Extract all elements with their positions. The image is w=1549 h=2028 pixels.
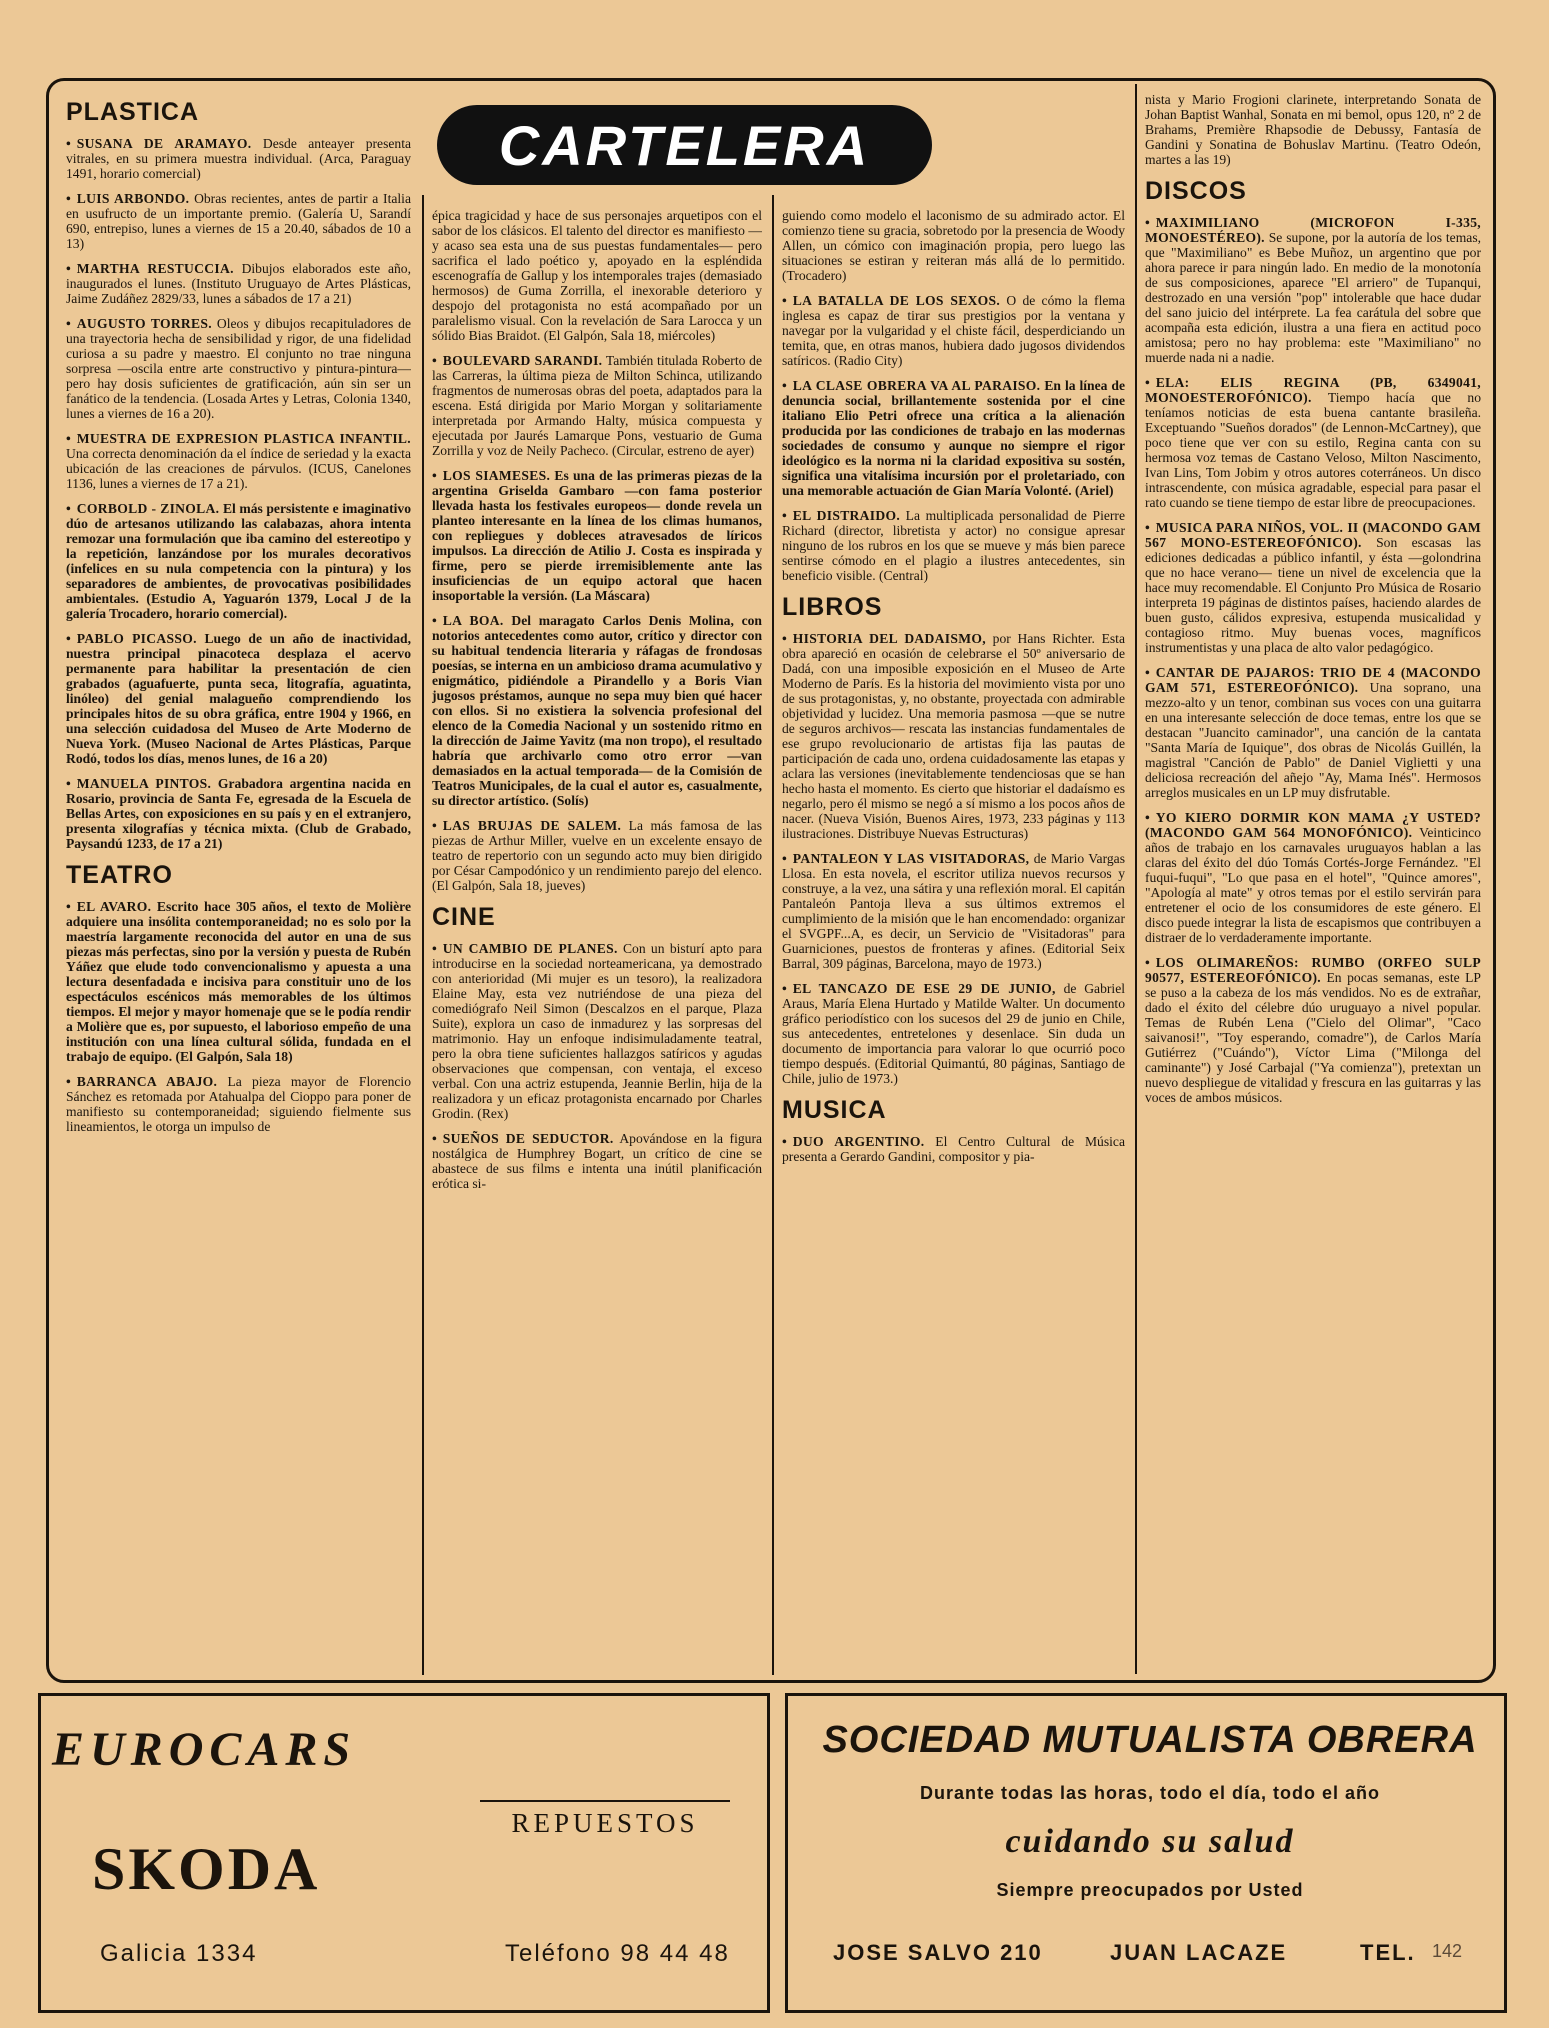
bullet-icon: • bbox=[66, 431, 71, 446]
entry-heading: AUGUSTO TORRES. bbox=[76, 316, 212, 331]
entry-text: Se supone, por la autoría de los temas, que "Maximiliano" es Bebe Muñoz, un argentino que por ahora parece ir para ningún lado. En medio de la monotonía de sus composiciones, aparece "El arriero" de Tupanqui, destrozado en una versión "pop" intolerable que hace dudar del sano juicio del intérprete. La fea carátula del sobre que acompaña esta edición, ilustra a una fiera en actitud poco amistosa; pero no hay problema: este "Maximiliano" no muerde nada ni a nadie. bbox=[1145, 230, 1481, 365]
entry-heading: ELA: ELIS REGINA (PB, 6349041, MONOESTEROFÓNICO). bbox=[1145, 375, 1481, 405]
entry-text: En pocas semanas, este LP se puso a la cabeza de los más vendidos. No es de extrañar, dado el éxito del célebre dúo uruguayo a nivel popular. Temas de Rubén Lena ("Cielo del Olimar", "Caco saivanosi!", "Toy esperando, comadre"), de Carlos María Gutiérrez ("Cuándo"), Víctor Lima ("Milonga del caminante") y José Carbajal ("Ya comienza"), pretextan un nuevo despliegue de vitalidad y frescura en las guitarras y las voces de ambos músicos. bbox=[1145, 970, 1481, 1105]
entry-heading: YO KIERO DORMIR KON MAMA ¿Y USTED? (MACONDO GAM 564 MONOFÓNICO). bbox=[1145, 810, 1481, 840]
bullet-icon: • bbox=[432, 353, 437, 368]
entry-heading: MUESTRA DE EXPRESION PLASTICA INFANTIL. bbox=[76, 431, 411, 446]
entry-heading: LOS OLIMAREÑOS: RUMBO (ORFEO SULP 90577, ESTEREOFÓNICO). bbox=[1145, 955, 1481, 985]
listing-entry bbox=[782, 378, 1125, 498]
bullet-icon: • bbox=[1145, 215, 1150, 230]
listing-entry bbox=[782, 851, 1125, 971]
entry-text: por Hans Richter. Esta obra apareció en ocasión de celebrarse el 50º aniversario de Dadá, con una imposible exposición en el Museo de Arte Moderno de París. Es la historia del movimiento vista por uno de sus protagonistas, y, no obstante, proyectada con admirable objetividad y lucidez. Una memoria pasmosa —que se nutre de seguros archivos— rescata las instancias fundamentales de ese grupo revolucionario de artistas fija las pautas de participación de cada uno, ordena cuidadosamente las etapas y aclara las versiones (inevitablemente tendenciosas que se han hecho hasta el momento. Es cierto que historiar el dadaísmo es negarlo, pero él mismo se negó a sí mismo a los pocos años de nacer. (Nueva Visión, Buenos Aires, 1973, 233 páginas y 113 ilustraciones. Distribuye Nuevas Estructuras) bbox=[782, 631, 1125, 841]
mutualista-address: JOSE SALVO 210 bbox=[833, 1940, 1043, 1965]
entry-text: Del maragato Carlos Denis Molina, con notorios antecedentes como autor, crítico y director con su habitual tendencia literaria y ráfagas de frondosas poesías, se interna en un ambicioso drama acumulativo y enigmático, pidiéndole a Pirandello y a Boris Vian jugosos préstamos, aunque no sepa muy bien qué hacer con ellos. Si no existiera la solvencia profesional del elenco de la Comedia Nacional y un sostenido ritmo en la dirección de Jaime Yavitz (ma non tropo), el resultado habría que archivarlo como otro error —van demasiados en la actual temporada— de la Comisión de Teatros Municipales, de la cual el autor es, casualmente, su director artístico. (Solís) bbox=[432, 613, 762, 808]
bullet-icon: • bbox=[432, 818, 437, 833]
listing-entry bbox=[782, 631, 1125, 841]
listing-entry bbox=[782, 1134, 1125, 1164]
bullet-icon: • bbox=[782, 378, 787, 393]
entry-text: Grabadora argentina nacida en Rosario, provincia de Santa Fe, egresada de la Escuela de Bellas Artes, con exposiciones en su país y en el extranjero, presenta xilografías y técnica mixta. (Club de Grabado, Paysandú 1233, de 17 a 21) bbox=[66, 776, 411, 851]
listing-entry bbox=[782, 508, 1125, 583]
mutualista-hours: Durante todas las horas, todo el día, todo el año bbox=[919, 1783, 1381, 1803]
entry-heading: BOULEVARD SARANDI. bbox=[442, 353, 603, 368]
entry-heading: MARTHA RESTUCCIA. bbox=[76, 261, 234, 276]
entry-text: La pieza mayor de Florencio Sánchez es retomada por Atahualpa del Cioppo para poner de manifiesto su contemporaneidad; siguiendo fielmente sus lineamientos, le otorga un impulso de bbox=[66, 1074, 411, 1134]
entry-text: También titulada Roberto de las Carreras, la última pieza de Milton Schinca, utilizando fragmentos de numerosas obras del poeta, adaptados para la escena. Está dirigida por Mario Morgan y solitariamente interpretada por Armando Halty, música compuesta y ejecutada por Jaurés Lamarque Pons, vestuario de Guma Zorrilla y voz de Neily Pacheco. (Circular, estreno de ayer) bbox=[432, 353, 762, 458]
continued-text: guiendo como modelo el laconismo de su admirado actor. El comienzo tiene su gracia, sobretodo por la presencia de Woody Allen, un cómico con imaginación propia, pero luego las situaciones se estiran y reiteran más allá de lo permitido. (Trocadero) bbox=[782, 208, 1125, 283]
bullet-icon: • bbox=[432, 1131, 437, 1146]
bullet-icon: • bbox=[66, 631, 71, 646]
entry-heading: PANTALEON Y LAS VISITADORAS, bbox=[792, 851, 1030, 866]
entry-text: El más persistente e imaginativo dúo de artesanos utilizando las calabazas, ahora intenta remozar una formulación que iba camino del estereotipo y la repetición, lanzándose por los murales decorativos (infelices en su nula competencia con la pintura) y los separadores de ambientes, de provocativas posibilidades ambientales. (Estudio A, Yaguarón 1379, Local J de la galería Trocadero, horario comercial). bbox=[66, 501, 411, 621]
bullet-icon: • bbox=[432, 613, 437, 628]
bullet-icon: • bbox=[782, 851, 787, 866]
entry-text: Una correcta denominación da el índice de seriedad y la exacta ubicación de las creaciones de párvulos. (ICUS, Canelones 1136, lunes a viernes de 17 a 21). bbox=[66, 446, 411, 491]
mutualista-tagline: Siempre preocupados por Usted bbox=[996, 1880, 1304, 1900]
listing-entry bbox=[66, 776, 411, 851]
listing-entry bbox=[1145, 955, 1481, 1105]
bullet-icon: • bbox=[66, 776, 71, 791]
mutualista-place: JUAN LACAZE bbox=[1110, 1940, 1288, 1965]
entry-heading: MAXIMILIANO (MICROFON I-335, MONOESTÉREO). bbox=[1145, 215, 1481, 245]
entry-heading: HISTORIA DEL DADAISMO, bbox=[792, 631, 986, 646]
bullet-icon: • bbox=[782, 631, 787, 646]
bullet-icon: • bbox=[782, 508, 787, 523]
continued-text: nista y Mario Frogioni clarinete, interpretando Sonata de Johan Baptist Wanhal, Sonata en mi bemol, opus 120, nº 2 de Brahams, Première Rhapsodie de Debussy, Fantasía de Gandini y Sonatina de Bohuslav Martinu. (Teatro Odeón, martes a las 19) bbox=[1145, 92, 1481, 167]
libros-list bbox=[782, 631, 1125, 1086]
listing-entry bbox=[66, 631, 411, 766]
mutualista-slogan: cuidando su salud bbox=[1005, 1823, 1295, 1860]
listing-entry bbox=[66, 261, 411, 306]
listing-entry bbox=[432, 613, 762, 808]
column-divider bbox=[1135, 84, 1137, 1674]
entry-text: En la línea de denuncia social, brillantemente sostenida por el cine italiano Elio Petri ofrece una crítica a la alienación producida por las condiciones de trabajo en las modernas sociedades de consumo y aunque no siempre el rigor ideológico es la norma ni la claridad expositiva su sostén, significa una vitalísima incursión por el proletariado, con una memorable actuación de Gian María Volonté. (Ariel) bbox=[782, 378, 1125, 498]
entry-text: Obras recientes, antes de partir a Italia en usufructo de un importante premio. (Galería U, Sarandí 690, entrepiso, lunes a viernes de 15 a 20.40, sábados de 10 a 13) bbox=[66, 191, 411, 251]
bullet-icon: • bbox=[66, 191, 71, 206]
column-musica-discos bbox=[1145, 92, 1481, 1677]
entry-text: La multiplicada personalidad de Pierre Richard (director, libretista y actor) no consigue apresar ninguno de los rubros en los que se mueve y más bien parece sentirse cómodo en el plagio a ilustres antecedentes, sin beneficio visible. (Central) bbox=[782, 508, 1125, 583]
section-title-teatro: TEATRO bbox=[66, 861, 173, 889]
listing-entry bbox=[432, 353, 762, 458]
listing-entry bbox=[1145, 665, 1481, 800]
eurocars-brand: EUROCARS bbox=[52, 1723, 357, 1776]
banner-title: CARTELERA bbox=[498, 113, 871, 177]
cine-list-continued bbox=[782, 293, 1125, 583]
skoda-brand: SKODA bbox=[92, 1836, 321, 1902]
entry-heading: PABLO PICASSO. bbox=[76, 631, 197, 646]
entry-text: Una soprano, una mezzo-alto y un tenor, combinan sus voces con una guitarra en una interesante selección de doce temas, entre los que se destacan "Juancito caminador", una canción de la cantata "Santa María de Iquique", dos obras de Nicolás Guillén, la magistral "Canción de Pablo" de Daniel Viglietti y una deliciosa recreación del añejo "Ay, Mama Inés". Hermosos arreglos musicales en un LP muy disfrutable. bbox=[1145, 680, 1481, 800]
bullet-icon: • bbox=[782, 1134, 787, 1149]
entry-text: Con un bisturí apto para introducirse en la sociedad norteamericana, ya demostrado con anterioridad (Mi mujer es un tesoro), la realizadora Elaine May, esta vez nutriéndose de una pieza del comediógrafo Neil Simon (Descalzos en el parque, Plaza Suite), explora un caso de inmadurez y las sorpresas del matrimonio. Hay un enfoque indisimuladamente teatral, pero la obra tiene suficientes hallazgos satíricos y agudas observaciones que compensan, con ventaja, el exceso verbal. Con una actriz estupenda, Jeannie Berlin, hija de la realizadora y un eficaz protagonista encarnado por Charles Grodin. (Rex) bbox=[432, 941, 762, 1121]
listing-entry bbox=[66, 191, 411, 251]
entry-text: O de cómo la flema inglesa es capaz de tirar sus prestigios por la ventana y navegar por la vulgaridad y el chiste fácil, desperdiciando un temita, que, en otras manos, hubiera dado jugosos dividendos satíricos. (Radio City) bbox=[782, 293, 1125, 368]
bullet-icon: • bbox=[66, 501, 71, 516]
entry-text: Oleos y dibujos recapituladores de una trayectoria hecha de sensibilidad y rigor, de una fidelidad curiosa a su padre y maestro. El conjunto no trae ninguna sorpresa —oscila entre arte constructivo y pintura-pintura— pero hay dosis suficientes de gratificación, aún sin ser un fanático de la tendencia. (Losada Artes y Letras, Colonia 1340, lunes a viernes de 16 a 20). bbox=[66, 316, 411, 421]
eurocars-address: Galicia 1334 bbox=[100, 1940, 258, 1967]
bullet-icon: • bbox=[66, 316, 71, 331]
listing-entry bbox=[432, 1131, 762, 1191]
listing-entry bbox=[66, 1074, 411, 1134]
bullet-icon: • bbox=[66, 899, 71, 914]
bullet-icon: • bbox=[1145, 520, 1150, 535]
section-title-cine: CINE bbox=[432, 903, 496, 931]
column-cine-libros-musica bbox=[782, 208, 1125, 1676]
bullet-icon: • bbox=[66, 136, 71, 151]
entry-heading: SUSANA DE ARAMAYO. bbox=[76, 136, 252, 151]
teatro-list bbox=[66, 899, 411, 1134]
discos-list bbox=[1145, 215, 1481, 1105]
bullet-icon: • bbox=[782, 293, 787, 308]
repuestos-label: REPUESTOS bbox=[480, 1800, 730, 1839]
bullet-icon: • bbox=[1145, 665, 1150, 680]
bullet-icon: • bbox=[782, 981, 787, 996]
page-number: 142 bbox=[1432, 1941, 1463, 1961]
column-teatro-cine bbox=[432, 208, 762, 1676]
entry-heading: CORBOLD - ZINOLA. bbox=[76, 501, 220, 516]
listing-entry bbox=[66, 431, 411, 491]
entry-heading: EL AVARO. bbox=[76, 899, 152, 914]
bullet-icon: • bbox=[432, 941, 437, 956]
listing-entry bbox=[1145, 215, 1481, 365]
listing-entry bbox=[1145, 520, 1481, 655]
listing-entry bbox=[66, 501, 411, 621]
entry-text: Veinticinco años de trabajo en los carnavales uruguayos hablan a las claras del éxito del dúo Tomás Cortés-Jorge Fernández. "El fuqui-fuqui", "Lo que pasa en el hotel", "Quince amores", "Apología al mate" y otros temas por el estilo servirán para entretener el ocio de los consumidores de este género. El disco puede integrar la lista de escapismos que contribuyen a distraer de lo verdaderamente importante. bbox=[1145, 825, 1481, 945]
listing-entry bbox=[782, 981, 1125, 1086]
mutualista-title: SOCIEDAD MUTUALISTA OBRERA bbox=[822, 1719, 1478, 1761]
cine-list bbox=[432, 941, 762, 1191]
plastica-list bbox=[66, 136, 411, 851]
listing-entry bbox=[1145, 375, 1481, 510]
entry-text: Escrito hace 305 años, el texto de Molière adquiere una insólita contemporaneidad; no es solo por la maestría largamente reconocida del autor en una de sus piezas más perfectas, sino por la versión y puesta de Rubén Yáñez que elude todo convencionalismo y apuesta a una lectura desenfadada e incisiva para constituir uno de los espectáculos escénicos más memorables de los últimos tiempos. El mejor y mayor homenaje que se le podía rendir a Molière que es, por supuesto, el laborioso empeño de una institución con una línea cultural sólida, fundada en el trabajo de equipo. (El Galpón, Sala 18) bbox=[66, 899, 411, 1064]
listing-entry bbox=[782, 293, 1125, 368]
entry-heading: LOS SIAMESES. bbox=[442, 468, 551, 483]
entry-heading: LA BATALLA DE LOS SEXOS. bbox=[792, 293, 1001, 308]
listing-entry bbox=[432, 818, 762, 893]
listing-entry bbox=[66, 899, 411, 1064]
entry-heading: DUO ARGENTINO. bbox=[792, 1134, 925, 1149]
bullet-icon: • bbox=[66, 1074, 71, 1089]
entry-heading: UN CAMBIO DE PLANES. bbox=[442, 941, 618, 956]
mutualista-tel: TEL. bbox=[1360, 1940, 1416, 1965]
entry-text: Luego de un año de inactividad, nuestra principal pinacoteca desplaza el acervo permanente para habilitar la presentación de cien grabados (aguafuerte, punta seca, litografía, aguatinta, linóleo) del genial malagueño comprendiendo los principales hitos de su obra gráfica, entre 1904 y 1966, en una selección cuidadosa del Museo de Arte Moderno de Nueva York. (Museo Nacional de Artes Plásticas, Parque Rodó, todos los días, menos lunes, de 16 a 20) bbox=[66, 631, 411, 766]
listing-entry bbox=[66, 136, 411, 181]
listing-entry bbox=[66, 316, 411, 421]
bullet-icon: • bbox=[1145, 955, 1150, 970]
listing-entry bbox=[1145, 810, 1481, 945]
bullet-icon: • bbox=[1145, 810, 1150, 825]
listing-entry bbox=[432, 468, 762, 603]
entry-heading: EL DISTRAIDO. bbox=[792, 508, 901, 523]
entry-text: El Centro Cultural de Música presenta a Gerardo Gandini, compositor y pia- bbox=[782, 1134, 1125, 1164]
continued-text: épica tragicidad y hace de sus personajes arquetipos con el sabor de los clásicos. El talento del director es manifiesto —y acaso sea esta una de sus puestas fundamentales— pero sacrifica el lado poético y, apoyado en la espléndida escenografía de Gallup y los intemporales trajes (demasiado hermosos) de Guma Zorrilla, el inexorable deterioro y despojo del protagonista no está acompañado por un paralelismo visual. Con la revelación de Sara Larocca y un sólido Bias Braidot. (El Galpón, Sala 18, miércoles) bbox=[432, 208, 762, 343]
eurocars-phone: Teléfono 98 44 48 bbox=[505, 1940, 730, 1967]
entry-text: de Mario Vargas Llosa. En esta novela, el escritor utiliza nuevos recursos y construye, a la vez, una sátira y una reflexión moral. El capitán Pantaleón Pantoja lleva a sus últimos extremos el cumplimiento de la misión que le han encomendado: organizar el SVGPF...A, es decir, un Servicio de "Visitadoras" para Guarniciones, puestos de fronteras y afines. (Editorial Seix Barral, 309 páginas, Barcelona, mayo de 1973.) bbox=[782, 851, 1125, 971]
column-plastica-teatro bbox=[66, 92, 411, 1677]
section-title-plastica: PLASTICA bbox=[66, 98, 199, 126]
section-title-musica: MUSICA bbox=[782, 1096, 887, 1124]
musica-list bbox=[782, 1134, 1125, 1164]
bullet-icon: • bbox=[432, 468, 437, 483]
entry-text: Desde anteayer presenta vitrales, en su primera muestra individual. (Arca, Paraguay 1491, horario comercial) bbox=[66, 136, 411, 181]
column-divider bbox=[772, 195, 774, 1675]
entry-heading: LA CLASE OBRERA VA AL PARAISO. bbox=[792, 378, 1041, 393]
entry-text: Dibujos elaborados este año, inaugurados el lunes. (Instituto Uruguayo de Artes Plásticas, Jaime Zudáñez 2829/33, lunes a sábados de 17 a 21) bbox=[66, 261, 411, 306]
entry-heading: SUEÑOS DE SEDUCTOR. bbox=[442, 1131, 614, 1146]
entry-heading: BARRANCA ABAJO. bbox=[76, 1074, 218, 1089]
entry-heading: LAS BRUJAS DE SALEM. bbox=[442, 818, 622, 833]
bullet-icon: • bbox=[1145, 375, 1150, 390]
entry-heading: LA BOA. bbox=[442, 613, 504, 628]
teatro-list-continued bbox=[432, 353, 762, 893]
entry-heading: CANTAR DE PAJAROS: TRIO DE 4 (MACONDO GAM 571, ESTEREOFÓNICO). bbox=[1145, 665, 1481, 695]
entry-text: de Gabriel Araus, María Elena Hurtado y Matilde Walter. Un documento gráfico periodístico con los sucesos del 29 de junio en Chile, sus antecedentes, entretelones y desenlace. Sin duda un documento de importancia para valorar lo que ocurrió poco tiempo después. (Editorial Quimantú, 80 páginas, Santiago de Chile, julio de 1973.) bbox=[782, 981, 1125, 1086]
section-title-discos: DISCOS bbox=[1145, 177, 1247, 205]
entry-heading: MANUELA PINTOS. bbox=[76, 776, 212, 791]
entry-text: La más famosa de las piezas de Arthur Miller, vuelve en un excelente ensayo de teatro de repertorio con un segundo acto muy bien dirigido por César Campodónico y un rendimiento parejo del elenco. (El Galpón, Sala 18, jueves) bbox=[432, 818, 762, 893]
entry-text: Apovándose en la figura nostálgica de Humphrey Bogart, un crítico de cine se abastece de sus films e intenta una inútil planificación erótica si- bbox=[432, 1131, 762, 1191]
listing-entry bbox=[432, 941, 762, 1121]
entry-text: Tiempo hacía que no teníamos noticias de esta buena cantante brasileña. Exceptuando "Sueños dorados" (de Lennon-McCartney), que poco tiene que ver con su estilo, Regina canta con su hermosa voz temas de Castano Veloso, Milton Nascimento, Ivan Lins, Tom Jobim y otros autores coterráneos. Un disco intrascendente, con música agradable, especial para pasar el rato cuando se tiene tiempo de estar libre de preocupaciones. bbox=[1145, 390, 1481, 510]
entry-text: Es una de las primeras piezas de la argentina Griselda Gambaro —con fama posterior llevada hasta los festivales europeos— donde revela un planteo interesante en la línea de los climas humanos, con repliegues y dobleces atravesados de líricos impulsos. La dirección de Atilio J. Costa es inspirada y firme, pero se pierde irremisiblemente ante las insuficiencias de un equipo actoral que hacen insoportable la versión. (La Máscara) bbox=[432, 468, 762, 603]
entry-text: Son escasas las ediciones dedicadas a público infantil, y ésta —golondrina que no hace verano— tiene un nivel de excelencia que la hace muy recomendable. El Conjunto Pro Música de Rosario interpreta 19 páginas de distintos países, haciendo alardes de buen gusto, cálidos expresiva, estupenda musicalidad y contagioso ritmo. Muy buenas voces, magníficos instrumentistas y una placa de alto valor pedagógico. bbox=[1145, 535, 1481, 655]
entry-heading: MUSICA PARA NIÑOS, VOL. II (MACONDO GAM 567 MONO-ESTEREOFÓNICO). bbox=[1145, 520, 1481, 550]
bullet-icon: • bbox=[66, 261, 71, 276]
column-divider bbox=[422, 195, 424, 1675]
entry-heading: LUIS ARBONDO. bbox=[76, 191, 190, 206]
section-title-libros: LIBROS bbox=[782, 593, 883, 621]
cartelera-banner bbox=[437, 105, 932, 185]
entry-heading: EL TANCAZO DE ESE 29 DE JUNIO, bbox=[792, 981, 1056, 996]
